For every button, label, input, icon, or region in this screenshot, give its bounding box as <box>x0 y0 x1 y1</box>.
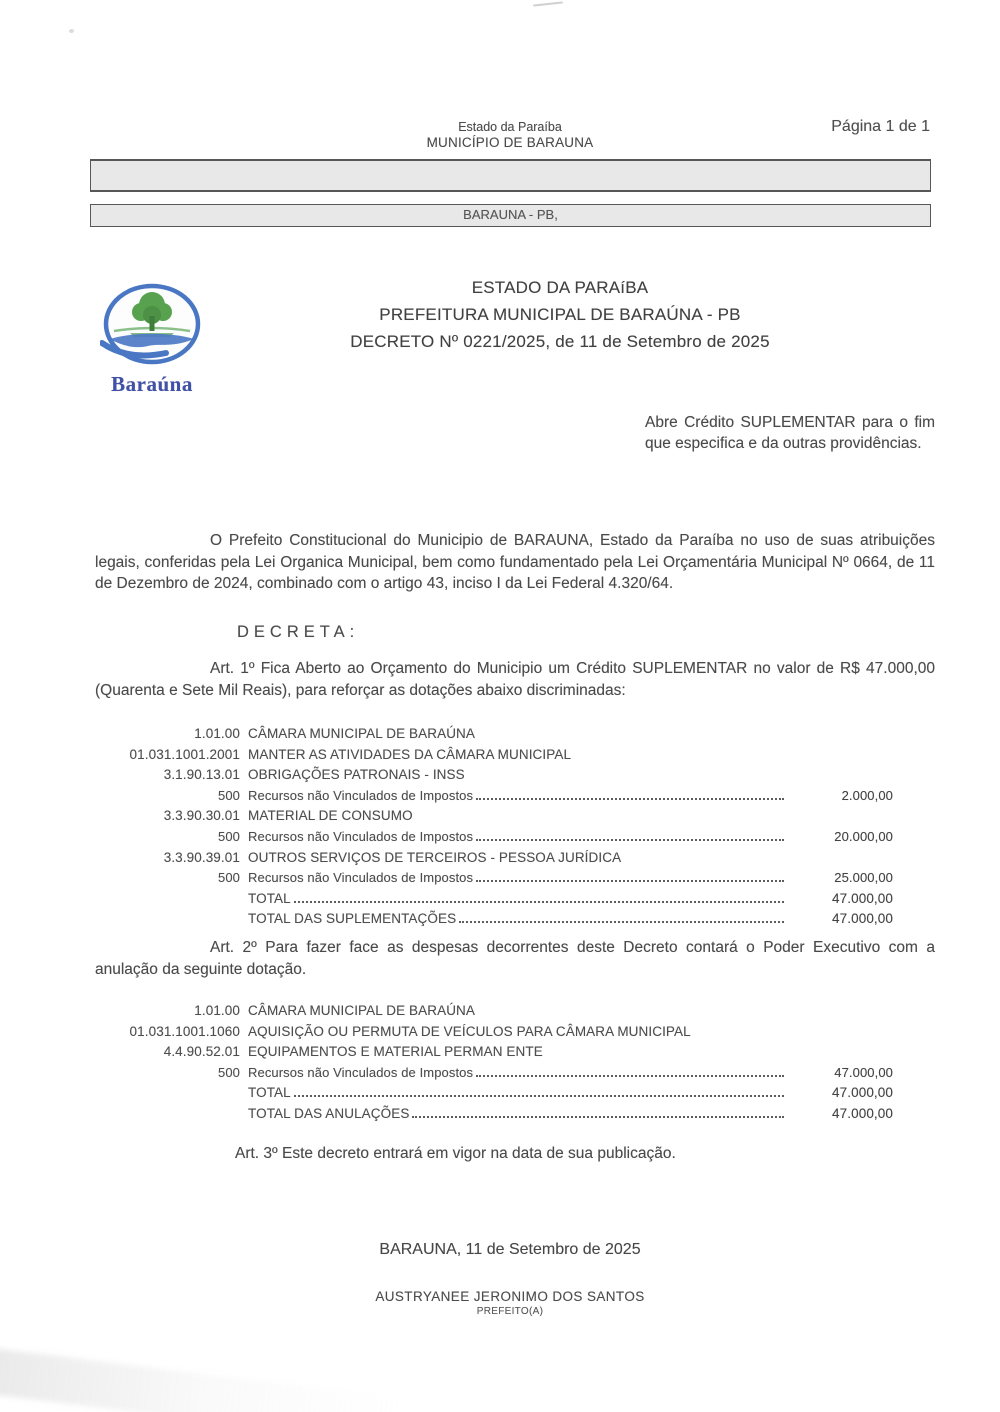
budget-description-cell <box>248 1066 788 1080</box>
article-3: Art. 3º Este decreto entrará em vigor na data de sua publicação. <box>235 1145 676 1162</box>
budget-code: 1.01.00 <box>194 726 240 741</box>
signer-role: PREFEITO(A) <box>476 1306 544 1317</box>
budget-value: 47.000,00 <box>832 1105 893 1121</box>
document-header <box>90 120 930 150</box>
budget-row <box>95 912 895 926</box>
decree-preamble: O Prefeito Constitucional do Municipio de BARAUNA, Estado da Paraíba no uso de suas atribuições legais, conferidas pela Lei Organica Municipal, bem como fundamentado pela Lei Orçamentária Municipal Nº 0664, de 11 de Dezembro de 2024, combinado com o artigo 43, inciso I da Lei Federal 4.320/64. <box>95 532 935 592</box>
scan-artifact-bottom <box>0 1346 401 1412</box>
budget-row <box>95 727 895 741</box>
scan-artifact-top <box>533 1 563 6</box>
budget-description-cell <box>248 892 788 906</box>
budget-value: 20.000,00 <box>834 828 893 844</box>
budget-row <box>95 1086 895 1100</box>
scan-artifact-dot <box>69 29 74 33</box>
dotted-leader <box>476 839 784 841</box>
budget-code: 1.01.00 <box>194 1003 240 1018</box>
budget-description: CÂMARA MUNICIPAL DE BARAÚNA <box>248 1003 475 1018</box>
budget-row <box>95 851 895 865</box>
budget-description: Recursos não Vinculados de Impostos <box>248 1064 474 1080</box>
baruna-crest-icon <box>100 283 204 369</box>
budget-description-cell <box>248 1025 788 1039</box>
budget-code: 3.3.90.39.01 <box>163 849 240 865</box>
budget-description: Recursos não Vinculados de Impostos <box>248 828 474 844</box>
budget-description: MATERIAL DE CONSUMO <box>248 808 413 824</box>
budget-row <box>95 1045 895 1059</box>
budget-description: TOTAL <box>248 890 291 906</box>
annulment-table <box>95 1004 895 1128</box>
budget-row <box>95 892 895 906</box>
budget-description-cell <box>248 871 788 885</box>
budget-description: CÂMARA MUNICIPAL DE BARAÚNA <box>248 726 475 741</box>
budget-description: OBRIGAÇÕES PATRONAIS - INSS <box>248 767 465 783</box>
budget-code: 01.031.1001.1060 <box>129 1023 240 1039</box>
budget-row <box>95 748 895 762</box>
article-1: Art. 1º Fica Aberto ao Orçamento do Municipio um Crédito SUPLEMENTAR no valor de R$ 47.000,00 (Quarenta e Sete Mil Reais), para reforçar as dotações abaixo discriminadas: <box>95 660 935 699</box>
budget-row <box>95 830 895 844</box>
decree-summary: Abre Crédito SUPLEMENTAR para o fim que especifica e da outras providências. <box>645 414 935 452</box>
budget-description-cell <box>248 1107 788 1121</box>
budget-code: 4.4.90.52.01 <box>163 1044 240 1060</box>
dateline: BARAUNA, 11 de Setembro de 2025 <box>379 1241 641 1258</box>
budget-code: 500 <box>218 870 240 886</box>
budget-row <box>95 1066 895 1080</box>
page-indicator: Página 1 de 1 <box>831 118 930 135</box>
dotted-leader <box>294 1095 784 1097</box>
budget-row <box>95 1004 895 1018</box>
budget-description-cell <box>248 1086 788 1100</box>
budget-code: 3.1.90.13.01 <box>163 767 240 783</box>
header-state-label: Estado da Paraíba <box>458 120 562 134</box>
budget-code: 500 <box>218 828 240 844</box>
budget-code: 500 <box>218 787 240 803</box>
header-municipality-label: MUNICÍPIO DE BARAUNA <box>426 135 594 150</box>
budget-row <box>95 768 895 782</box>
dotted-leader <box>476 880 784 882</box>
budget-description-cell <box>248 912 788 926</box>
budget-row <box>95 809 895 823</box>
budget-code: 01.031.1001.2001 <box>129 746 240 762</box>
logo-caption: Baraúna <box>111 372 193 396</box>
dotted-leader <box>294 901 784 903</box>
municipality-logo <box>100 283 204 397</box>
header-bar-city-label: BARAUNA - PB, <box>463 207 558 222</box>
budget-description-cell <box>248 851 788 865</box>
budget-description: TOTAL DAS SUPLEMENTAÇÕES <box>248 911 457 927</box>
budget-description-cell <box>248 830 788 844</box>
budget-description: TOTAL <box>248 1085 291 1101</box>
title-state-line: ESTADO DA PARAíBA <box>471 278 649 297</box>
title-decree-line: DECRETO Nº 0221/2025, de 11 de Setembro de 2025 <box>350 332 770 351</box>
dotted-leader <box>459 921 784 923</box>
header-bar-blank <box>90 159 931 192</box>
signature-block <box>90 1289 930 1317</box>
budget-value: 47.000,00 <box>832 911 893 927</box>
budget-description: Recursos não Vinculados de Impostos <box>248 870 474 886</box>
signer-name: AUSTRYANEE JERONIMO DOS SANTOS <box>375 1289 645 1304</box>
budget-description-cell <box>248 809 788 823</box>
title-prefecture-line: PREFEITURA MUNICIPAL DE BARAÚNA - PB <box>379 305 741 324</box>
budget-code: 3.3.90.30.01 <box>163 808 240 824</box>
budget-row <box>95 789 895 803</box>
budget-value: 2.000,00 <box>841 787 893 803</box>
document-title <box>310 274 810 355</box>
budget-description-cell <box>248 768 788 782</box>
budget-description: EQUIPAMENTOS E MATERIAL PERMAN ENTE <box>248 1044 543 1060</box>
dotted-leader <box>476 1075 784 1077</box>
article-2: Art. 2º Para fazer face as despesas decorrentes deste Decreto contará o Poder Executivo com a anulação da seguinte dotação. <box>95 939 935 978</box>
budget-description-cell <box>248 748 788 762</box>
budget-value: 47.000,00 <box>834 1064 893 1080</box>
decreta-heading: DECRETA: <box>237 623 360 641</box>
budget-value: 25.000,00 <box>834 870 893 886</box>
budget-description: Recursos não Vinculados de Impostos <box>248 787 474 803</box>
header-bar-city <box>90 204 931 227</box>
budget-value: 47.000,00 <box>832 890 893 906</box>
dotted-leader <box>412 1116 784 1118</box>
supplement-table <box>95 727 895 933</box>
budget-value: 47.000,00 <box>832 1085 893 1101</box>
budget-description-cell <box>248 1004 788 1018</box>
budget-description-cell <box>248 1045 788 1059</box>
budget-description-cell <box>248 789 788 803</box>
budget-row <box>95 1107 895 1121</box>
budget-row <box>95 1025 895 1039</box>
dotted-leader <box>476 798 784 800</box>
budget-code: 500 <box>218 1064 240 1080</box>
budget-description: AQUISIÇÃO OU PERMUTA DE VEÍCULOS PARA CÂMARA MUNICIPAL <box>248 1023 691 1039</box>
budget-row <box>95 871 895 885</box>
budget-description: OUTROS SERVIÇOS DE TERCEIROS - PESSOA JURÍDICA <box>248 849 622 865</box>
budget-description-cell <box>248 727 788 741</box>
budget-description: MANTER AS ATIVIDADES DA CÂMARA MUNICIPAL <box>248 746 572 762</box>
budget-description: TOTAL DAS ANULAÇÕES <box>248 1105 410 1121</box>
